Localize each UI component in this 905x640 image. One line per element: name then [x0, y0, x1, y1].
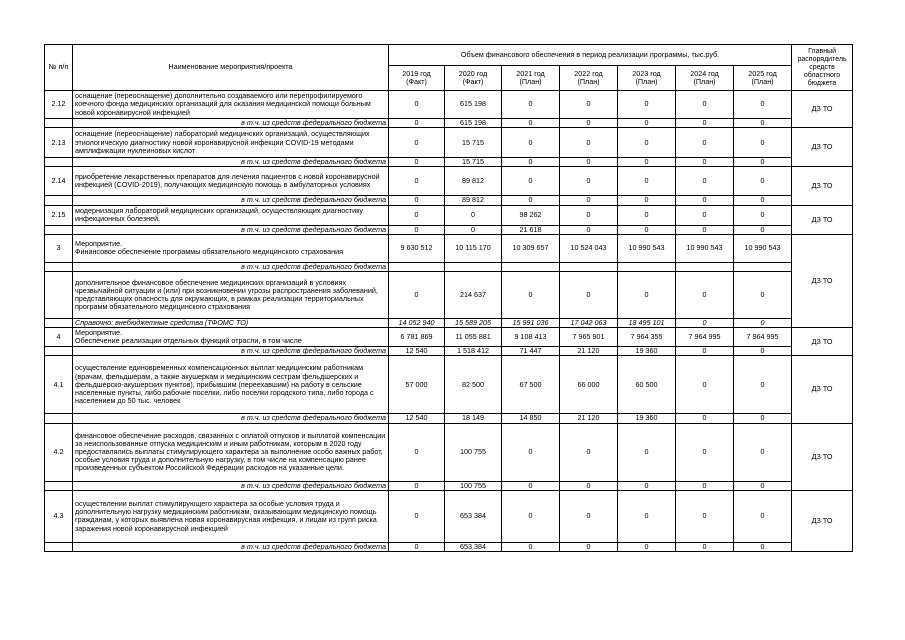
header-year: 2019 год (Факт): [389, 66, 445, 91]
responsible-cell: ДЗ ТО: [792, 205, 853, 234]
row-text: Мероприятие. Обеспечение реализации отдельных функций отрасли, в том числе: [73, 328, 389, 347]
responsible-cell: ДЗ ТО: [792, 423, 853, 490]
header-year: 2024 год (План): [676, 66, 734, 91]
value-cell: 0: [389, 225, 445, 234]
value-cell: 0: [618, 91, 676, 119]
value-cell: 7 964 995: [676, 328, 734, 347]
row-num: 4.3: [45, 490, 73, 542]
value-cell: 0: [560, 423, 618, 481]
table-row: [45, 356, 853, 414]
value-cell: 0: [734, 196, 792, 205]
value-cell: 71 447: [502, 347, 560, 356]
table-row: [45, 234, 853, 262]
value-cell: 0: [560, 272, 618, 319]
row-num: 2.12: [45, 91, 73, 119]
value-cell: 0: [389, 423, 445, 481]
value-cell: 66 000: [560, 356, 618, 414]
value-cell: 0: [676, 167, 734, 196]
row-num: 2.15: [45, 205, 73, 225]
value-cell: 89 812: [445, 196, 502, 205]
value-cell: 0: [389, 119, 445, 128]
value-cell: 19 360: [618, 414, 676, 423]
fed-label: в т.ч. из средств федерального бюджета: [73, 481, 389, 490]
fed-row: [45, 262, 853, 271]
value-cell: 19 360: [618, 347, 676, 356]
value-cell: 17 042 063: [560, 319, 618, 328]
row-text: модернизация лабораторий медицинских организаций, осуществляющих диагностику инфекционных болезней.: [73, 205, 389, 225]
value-cell: 60 500: [618, 356, 676, 414]
value-cell: 0: [618, 481, 676, 490]
value-cell: 18 149: [445, 414, 502, 423]
value-cell: 0: [618, 423, 676, 481]
value-cell: 0: [734, 225, 792, 234]
value-cell: 89 812: [445, 167, 502, 196]
value-cell: 7 965 901: [560, 328, 618, 347]
financing-table: [44, 44, 853, 552]
row-num: 4: [45, 328, 73, 347]
value-cell: 0: [389, 128, 445, 158]
value-cell: 0: [560, 196, 618, 205]
value-cell: 0: [389, 158, 445, 167]
responsible-cell: ДЗ ТО: [792, 490, 853, 551]
value-cell: 0: [734, 119, 792, 128]
value-cell: 6 781 869: [389, 328, 445, 347]
table-row: [45, 167, 853, 196]
value-cell: 0: [502, 91, 560, 119]
row-num: 2.13: [45, 128, 73, 158]
value-cell: 0: [618, 225, 676, 234]
value-cell: 0: [560, 490, 618, 542]
responsible-cell: ДЗ ТО: [792, 356, 853, 423]
value-cell: 0: [560, 119, 618, 128]
value-cell: 0: [734, 356, 792, 414]
value-cell: 0: [734, 347, 792, 356]
value-cell: 0: [618, 167, 676, 196]
value-cell: 15 715: [445, 128, 502, 158]
value-cell: 10 990 543: [734, 234, 792, 262]
value-cell: 21 120: [560, 414, 618, 423]
value-cell: 100 755: [445, 481, 502, 490]
row-num: 4.1: [45, 356, 73, 414]
value-cell: 0: [676, 319, 734, 328]
value-cell: 0: [389, 481, 445, 490]
value-cell: 0: [676, 490, 734, 542]
value-cell: 0: [734, 91, 792, 119]
value-cell: 67 500: [502, 356, 560, 414]
value-cell: 7 964 355: [618, 328, 676, 347]
value-cell: 615 198: [445, 91, 502, 119]
value-cell: 0: [676, 196, 734, 205]
value-cell: 14 850: [502, 414, 560, 423]
value-cell: 653 384: [445, 490, 502, 542]
value-cell: 0: [618, 542, 676, 551]
fed-row: [45, 347, 853, 356]
value-cell: 0: [502, 542, 560, 551]
ext-label: Справочно: внебюджетные средства (ТФОМС ТО): [73, 319, 389, 328]
value-cell: 57 000: [389, 356, 445, 414]
row-num: 3: [45, 234, 73, 262]
fed-label: в т.ч. из средств федерального бюджета: [73, 414, 389, 423]
value-cell: 0: [389, 196, 445, 205]
header-num: № п/п: [45, 45, 73, 91]
value-cell: 0: [618, 196, 676, 205]
value-cell: 0: [734, 414, 792, 423]
value-cell: 0: [676, 347, 734, 356]
value-cell: 0: [560, 91, 618, 119]
header-year: 2020 год (Факт): [445, 66, 502, 91]
table-row: [45, 423, 853, 481]
row-text: осуществлении выплат стимулирующего характера за особые условия труда и дополнительную нагрузку медицинским работникам, оказывающим медицинскую помощь гражданам, у которых выявлена новая коронавирусная инфекция, и лицам из групп риска заражения новой коронавирусной инфекцией: [73, 490, 389, 542]
fed-label: в т.ч. из средств федерального бюджета: [73, 347, 389, 356]
value-cell: 0: [618, 158, 676, 167]
value-cell: 214 637: [445, 272, 502, 319]
fed-row: [45, 225, 853, 234]
row-text: финансовое обеспечение расходов, связанных с оплатой отпусков и выплатой компенсации за неиспользованные отпуска медицинским и иным работникам, которым в 2020 году предоставлялись выплаты стимулирующего характера за выполнение особо важных работ, особые условия труда и дополнительную нагрузку, в том числе на компенсацию ранее произведенных субъектом Российской Федерации расходов на указанные цели.: [73, 423, 389, 481]
fed-row: [45, 414, 853, 423]
value-cell: 0: [676, 481, 734, 490]
value-cell: 10 524 043: [560, 234, 618, 262]
table-row: [45, 128, 853, 158]
value-cell: 9 108 413: [502, 328, 560, 347]
table-row: [45, 328, 853, 347]
value-cell: 10 990 543: [676, 234, 734, 262]
value-cell: 15 715: [445, 158, 502, 167]
value-cell: 0: [502, 423, 560, 481]
value-cell: 15 589 205: [445, 319, 502, 328]
fed-row: [45, 158, 853, 167]
value-cell: 0: [445, 225, 502, 234]
value-cell: 0: [445, 205, 502, 225]
value-cell: 98 262: [502, 205, 560, 225]
value-cell: 0: [502, 481, 560, 490]
responsible-cell: ДЗ ТО: [792, 91, 853, 128]
value-cell: 0: [389, 542, 445, 551]
value-cell: 21 120: [560, 347, 618, 356]
fed-row: [45, 196, 853, 205]
ext-row: [45, 319, 853, 328]
value-cell: 0: [734, 158, 792, 167]
value-cell: 0: [676, 423, 734, 481]
row-num: 2.14: [45, 167, 73, 196]
value-cell: 0: [560, 158, 618, 167]
value-cell: 12 540: [389, 414, 445, 423]
header-name: Наименование мероприятия/проекта: [73, 45, 389, 91]
value-cell: 10 309 657: [502, 234, 560, 262]
value-cell: 0: [676, 414, 734, 423]
value-cell: 9 630 512: [389, 234, 445, 262]
value-cell: 15 991 036: [502, 319, 560, 328]
value-cell: 0: [676, 158, 734, 167]
value-cell: 0: [389, 91, 445, 119]
fed-row: [45, 119, 853, 128]
value-cell: 0: [389, 205, 445, 225]
table-row: [45, 91, 853, 119]
responsible-cell: ДЗ ТО: [792, 328, 853, 356]
value-cell: 0: [618, 128, 676, 158]
value-cell: 0: [560, 167, 618, 196]
value-cell: 0: [502, 167, 560, 196]
value-cell: 0: [389, 167, 445, 196]
row-text: Мероприятие. Финансовое обеспечение программы обязательного медицинского страхования: [73, 234, 389, 262]
value-cell: 0: [676, 119, 734, 128]
value-cell: 0: [734, 272, 792, 319]
value-cell: 0: [734, 128, 792, 158]
value-cell: 0: [502, 196, 560, 205]
value-cell: 14 052 940: [389, 319, 445, 328]
value-cell: 0: [676, 225, 734, 234]
value-cell: 0: [734, 542, 792, 551]
responsible-cell: ДЗ ТО: [792, 128, 853, 167]
value-cell: 0: [676, 205, 734, 225]
fed-label: в т.ч. из средств федерального бюджета: [73, 119, 389, 128]
value-cell: 21 618: [502, 225, 560, 234]
header-responsible: Главный распорядитель средств областного бюджета: [792, 45, 853, 91]
value-cell: 11 055 881: [445, 328, 502, 347]
header-row: [45, 45, 853, 66]
value-cell: 100 755: [445, 423, 502, 481]
value-cell: 653 384: [445, 542, 502, 551]
fed-row: [45, 481, 853, 490]
value-cell: 0: [560, 225, 618, 234]
value-cell: 0: [389, 272, 445, 319]
value-cell: 0: [389, 490, 445, 542]
fed-label: в т.ч. из средств федерального бюджета: [73, 225, 389, 234]
value-cell: 0: [734, 167, 792, 196]
value-cell: 12 540: [389, 347, 445, 356]
value-cell: 0: [734, 490, 792, 542]
value-cell: 0: [560, 128, 618, 158]
table-row: [45, 272, 853, 319]
row-text: приобретение лекарственных препаратов для лечения пациентов с новой коронавирусной инфекцией (COVID-2019), получающих медицинскую помощь в амбулаторных условиях: [73, 167, 389, 196]
responsible-cell: ДЗ ТО: [792, 167, 853, 205]
value-cell: 0: [676, 356, 734, 414]
value-cell: 0: [618, 272, 676, 319]
value-cell: 0: [502, 119, 560, 128]
value-cell: 0: [618, 119, 676, 128]
fed-label: в т.ч. из средств федерального бюджета: [73, 262, 389, 271]
header-year: 2021 год (План): [502, 66, 560, 91]
value-cell: 0: [502, 158, 560, 167]
value-cell: 0: [560, 542, 618, 551]
table-row: [45, 205, 853, 225]
value-cell: 0: [560, 205, 618, 225]
value-cell: 615 198: [445, 119, 502, 128]
value-cell: 0: [502, 128, 560, 158]
row-num: 4.2: [45, 423, 73, 481]
value-cell: 1 518 412: [445, 347, 502, 356]
value-cell: 7 964 995: [734, 328, 792, 347]
value-cell: 82 500: [445, 356, 502, 414]
value-cell: 0: [502, 272, 560, 319]
value-cell: 0: [734, 481, 792, 490]
row-text: дополнительное финансовое обеспечение медицинских организаций в условиях чрезвычайной ситуации и (или) при возникновении угрозы распространения заболеваний, представляющих опасность для окружающих, в рамках реализации территориальных программ обязательного медицинского страхования: [73, 272, 389, 319]
fed-row: [45, 542, 853, 551]
value-cell: 0: [676, 272, 734, 319]
fed-label: в т.ч. из средств федерального бюджета: [73, 158, 389, 167]
value-cell: 0: [676, 542, 734, 551]
header-volume: Объем финансового обеспечения в период реализации программы, тыс.руб.: [389, 45, 792, 66]
responsible-cell: ДЗ ТО: [792, 234, 853, 327]
row-text: осуществление единовременных компенсационных выплат медицинским работникам (врачам, фельдшерам, а также акушеркам и медицинским сестрам фельдшерских и фельдшерско-акушерских пунктов), прибывшим (переехавшим) на работу в сельские населенные пункты, либо рабочие поселки, либо поселки городского типа, либо города с населением до 50 тыс. человек: [73, 356, 389, 414]
value-cell: 0: [560, 481, 618, 490]
value-cell: 0: [618, 205, 676, 225]
header-year: 2023 год (План): [618, 66, 676, 91]
value-cell: 0: [502, 490, 560, 542]
row-text: оснащение (переоснащение) дополнительно создаваемого или перепрофилируемого коечного фонда медицинских организаций для оказания медицинской помощи больным новой коронавирусной инфекцией: [73, 91, 389, 119]
value-cell: 10 990 543: [618, 234, 676, 262]
value-cell: 0: [676, 91, 734, 119]
row-text: оснащение (переоснащение) лабораторий медицинских организаций, осуществляющих этиологическую диагностику новой коронавирусной инфекции COVID-19 методами амплификации нуклеиновых кислот: [73, 128, 389, 158]
value-cell: 0: [734, 423, 792, 481]
value-cell: 10 115 170: [445, 234, 502, 262]
value-cell: 0: [676, 128, 734, 158]
value-cell: 0: [734, 319, 792, 328]
header-year: 2025 год (План): [734, 66, 792, 91]
value-cell: 18 495 101: [618, 319, 676, 328]
fed-label: в т.ч. из средств федерального бюджета: [73, 542, 389, 551]
value-cell: 0: [618, 490, 676, 542]
value-cell: 0: [734, 205, 792, 225]
header-year: 2022 год (План): [560, 66, 618, 91]
table-row: [45, 490, 853, 542]
fed-label: в т.ч. из средств федерального бюджета: [73, 196, 389, 205]
